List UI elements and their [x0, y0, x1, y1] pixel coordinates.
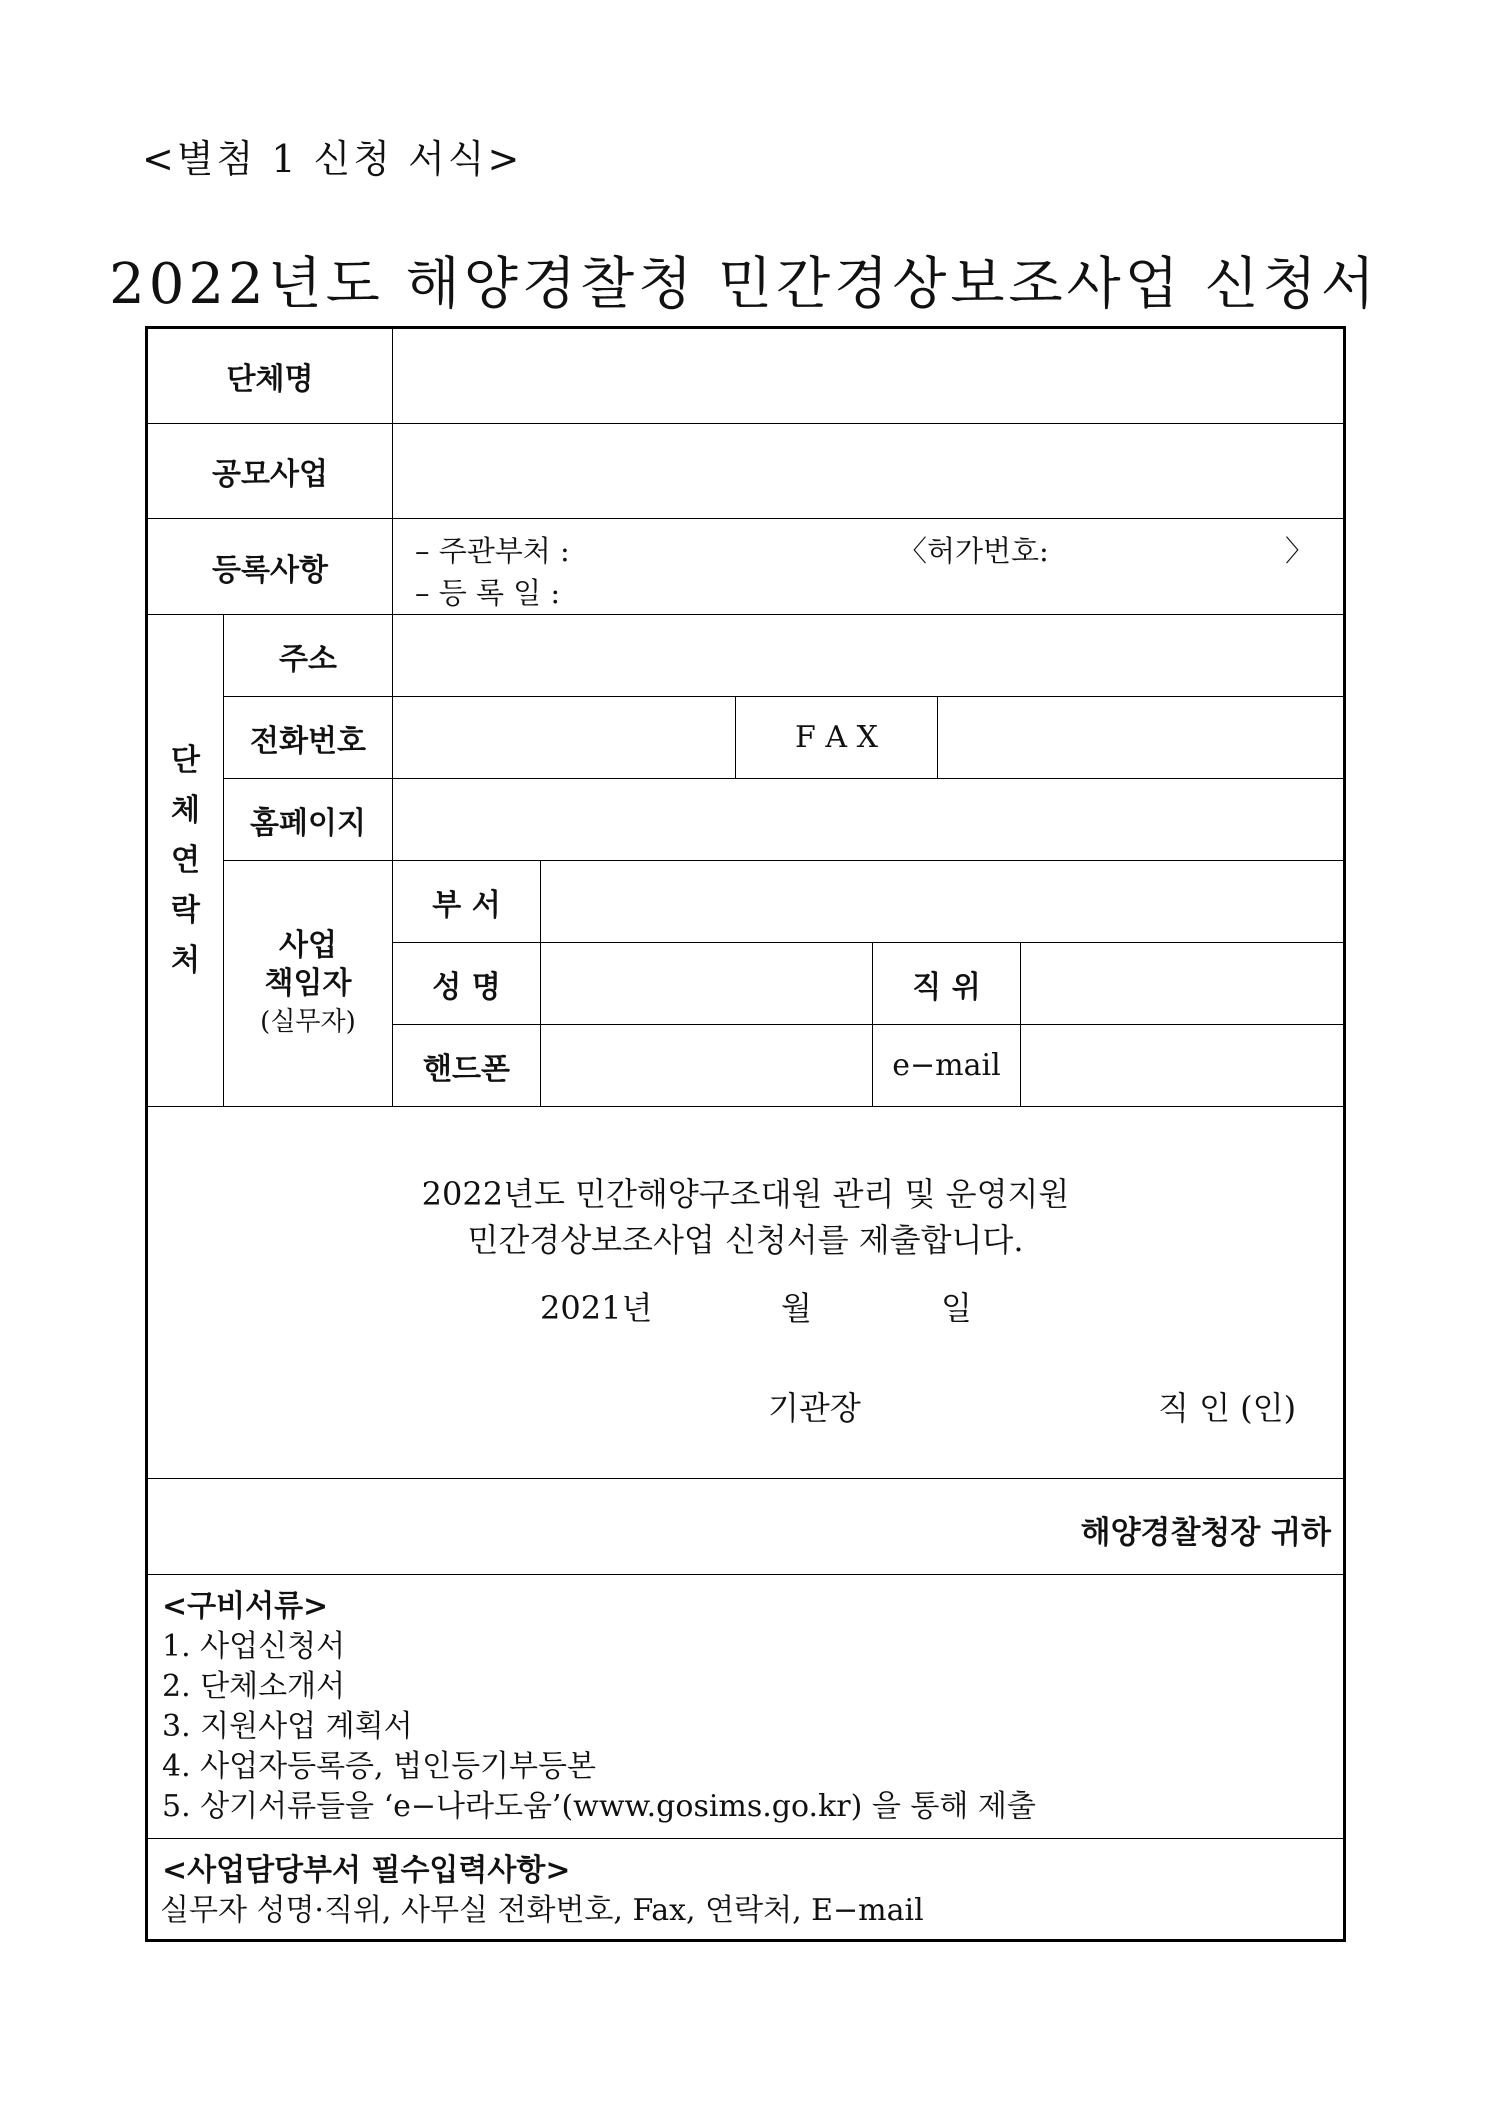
manager-line: 사업: [279, 927, 337, 963]
contact-char: 단: [171, 742, 200, 778]
addressee: 해양경찰청장 귀하: [1080, 1515, 1331, 1551]
email-field[interactable]: [1021, 1025, 1343, 1107]
label-email: e−mail: [873, 1025, 1021, 1107]
label-registration: 등록사항: [148, 519, 393, 615]
position-field[interactable]: [1021, 943, 1343, 1025]
manager-line: 책임자: [264, 965, 352, 1001]
label-name: 성 명: [393, 943, 541, 1025]
label-project-manager: [224, 861, 393, 1107]
contact-char: 처: [171, 942, 200, 978]
label-position: 직 위: [873, 943, 1021, 1025]
required-docs-heading: <구비서류>: [162, 1589, 329, 1624]
mobile-field[interactable]: [541, 1025, 873, 1107]
label-org-name: 단체명: [148, 329, 393, 424]
department-field[interactable]: [541, 861, 1343, 943]
manager-sub: (실무자): [260, 1006, 356, 1037]
reg-lead-agency: – 주관부처 :: [415, 534, 570, 568]
official-seal: 직 인 (인): [1158, 1389, 1297, 1427]
label-contact-group: [148, 615, 224, 1107]
org-name-field[interactable]: [393, 329, 1343, 424]
required-doc-item: 4. 사업자등록증, 법인등기부등본: [162, 1749, 596, 1784]
reg-permit-number: 〈허가번호:: [898, 534, 1049, 568]
dept-required-text: 실무자 성명·직위, 사무실 전화번호, Fax, 연락처, E−mail: [160, 1893, 924, 1928]
application-form: [145, 326, 1346, 1942]
date-month: 월: [781, 1289, 812, 1327]
dept-required-block: [148, 1839, 1343, 1939]
statement-block: [148, 1107, 1343, 1479]
homepage-field[interactable]: [393, 779, 1343, 861]
date-day: 일: [941, 1289, 972, 1327]
label-mobile: 핸드폰: [393, 1025, 541, 1107]
form-title: 2022년도 해양경찰청 민간경상보조사업 신청서: [109, 252, 1379, 317]
contact-char: 락: [171, 892, 200, 928]
label-department: 부 서: [393, 861, 541, 943]
head-of-agency: 기관장: [768, 1389, 861, 1427]
label-fax: F A X: [736, 697, 938, 779]
required-doc-item: 5. 상기서류들을 ‘e−나라도움’(www.gosims.go.kr) 을 통해 제출: [162, 1789, 1036, 1824]
dept-required-heading: <사업담당부서 필수입력사항>: [162, 1853, 571, 1888]
required-doc-item: 1. 사업신청서: [162, 1629, 346, 1664]
required-doc-item: 3. 지원사업 계획서: [162, 1709, 413, 1744]
fax-field[interactable]: [938, 697, 1343, 779]
date-year: 2021년: [540, 1289, 653, 1327]
reg-permit-close: 〉: [1285, 534, 1315, 568]
required-doc-item: 2. 단체소개서: [162, 1669, 346, 1704]
name-field[interactable]: [541, 943, 873, 1025]
phone-field[interactable]: [393, 697, 736, 779]
label-address: 주소: [224, 615, 393, 697]
reg-date: – 등 록 일 :: [415, 576, 561, 610]
statement-line-1: 2022년도 민간해양구조대원 관리 및 운영지원: [421, 1175, 1070, 1213]
address-field[interactable]: [393, 615, 1343, 697]
required-docs-block: [148, 1575, 1343, 1839]
label-project: 공모사업: [148, 424, 393, 519]
contact-char: 체: [171, 792, 200, 828]
project-field[interactable]: [393, 424, 1343, 519]
contact-char: 연: [171, 842, 200, 878]
attachment-label: <별첨 1 신청 서식>: [142, 137, 523, 181]
addressee-block: [148, 1479, 1343, 1575]
label-homepage: 홈페이지: [224, 779, 393, 861]
label-phone: 전화번호: [224, 697, 393, 779]
statement-line-2: 민간경상보조사업 신청서를 제출합니다.: [467, 1221, 1024, 1259]
registration-field[interactable]: [393, 519, 1343, 615]
